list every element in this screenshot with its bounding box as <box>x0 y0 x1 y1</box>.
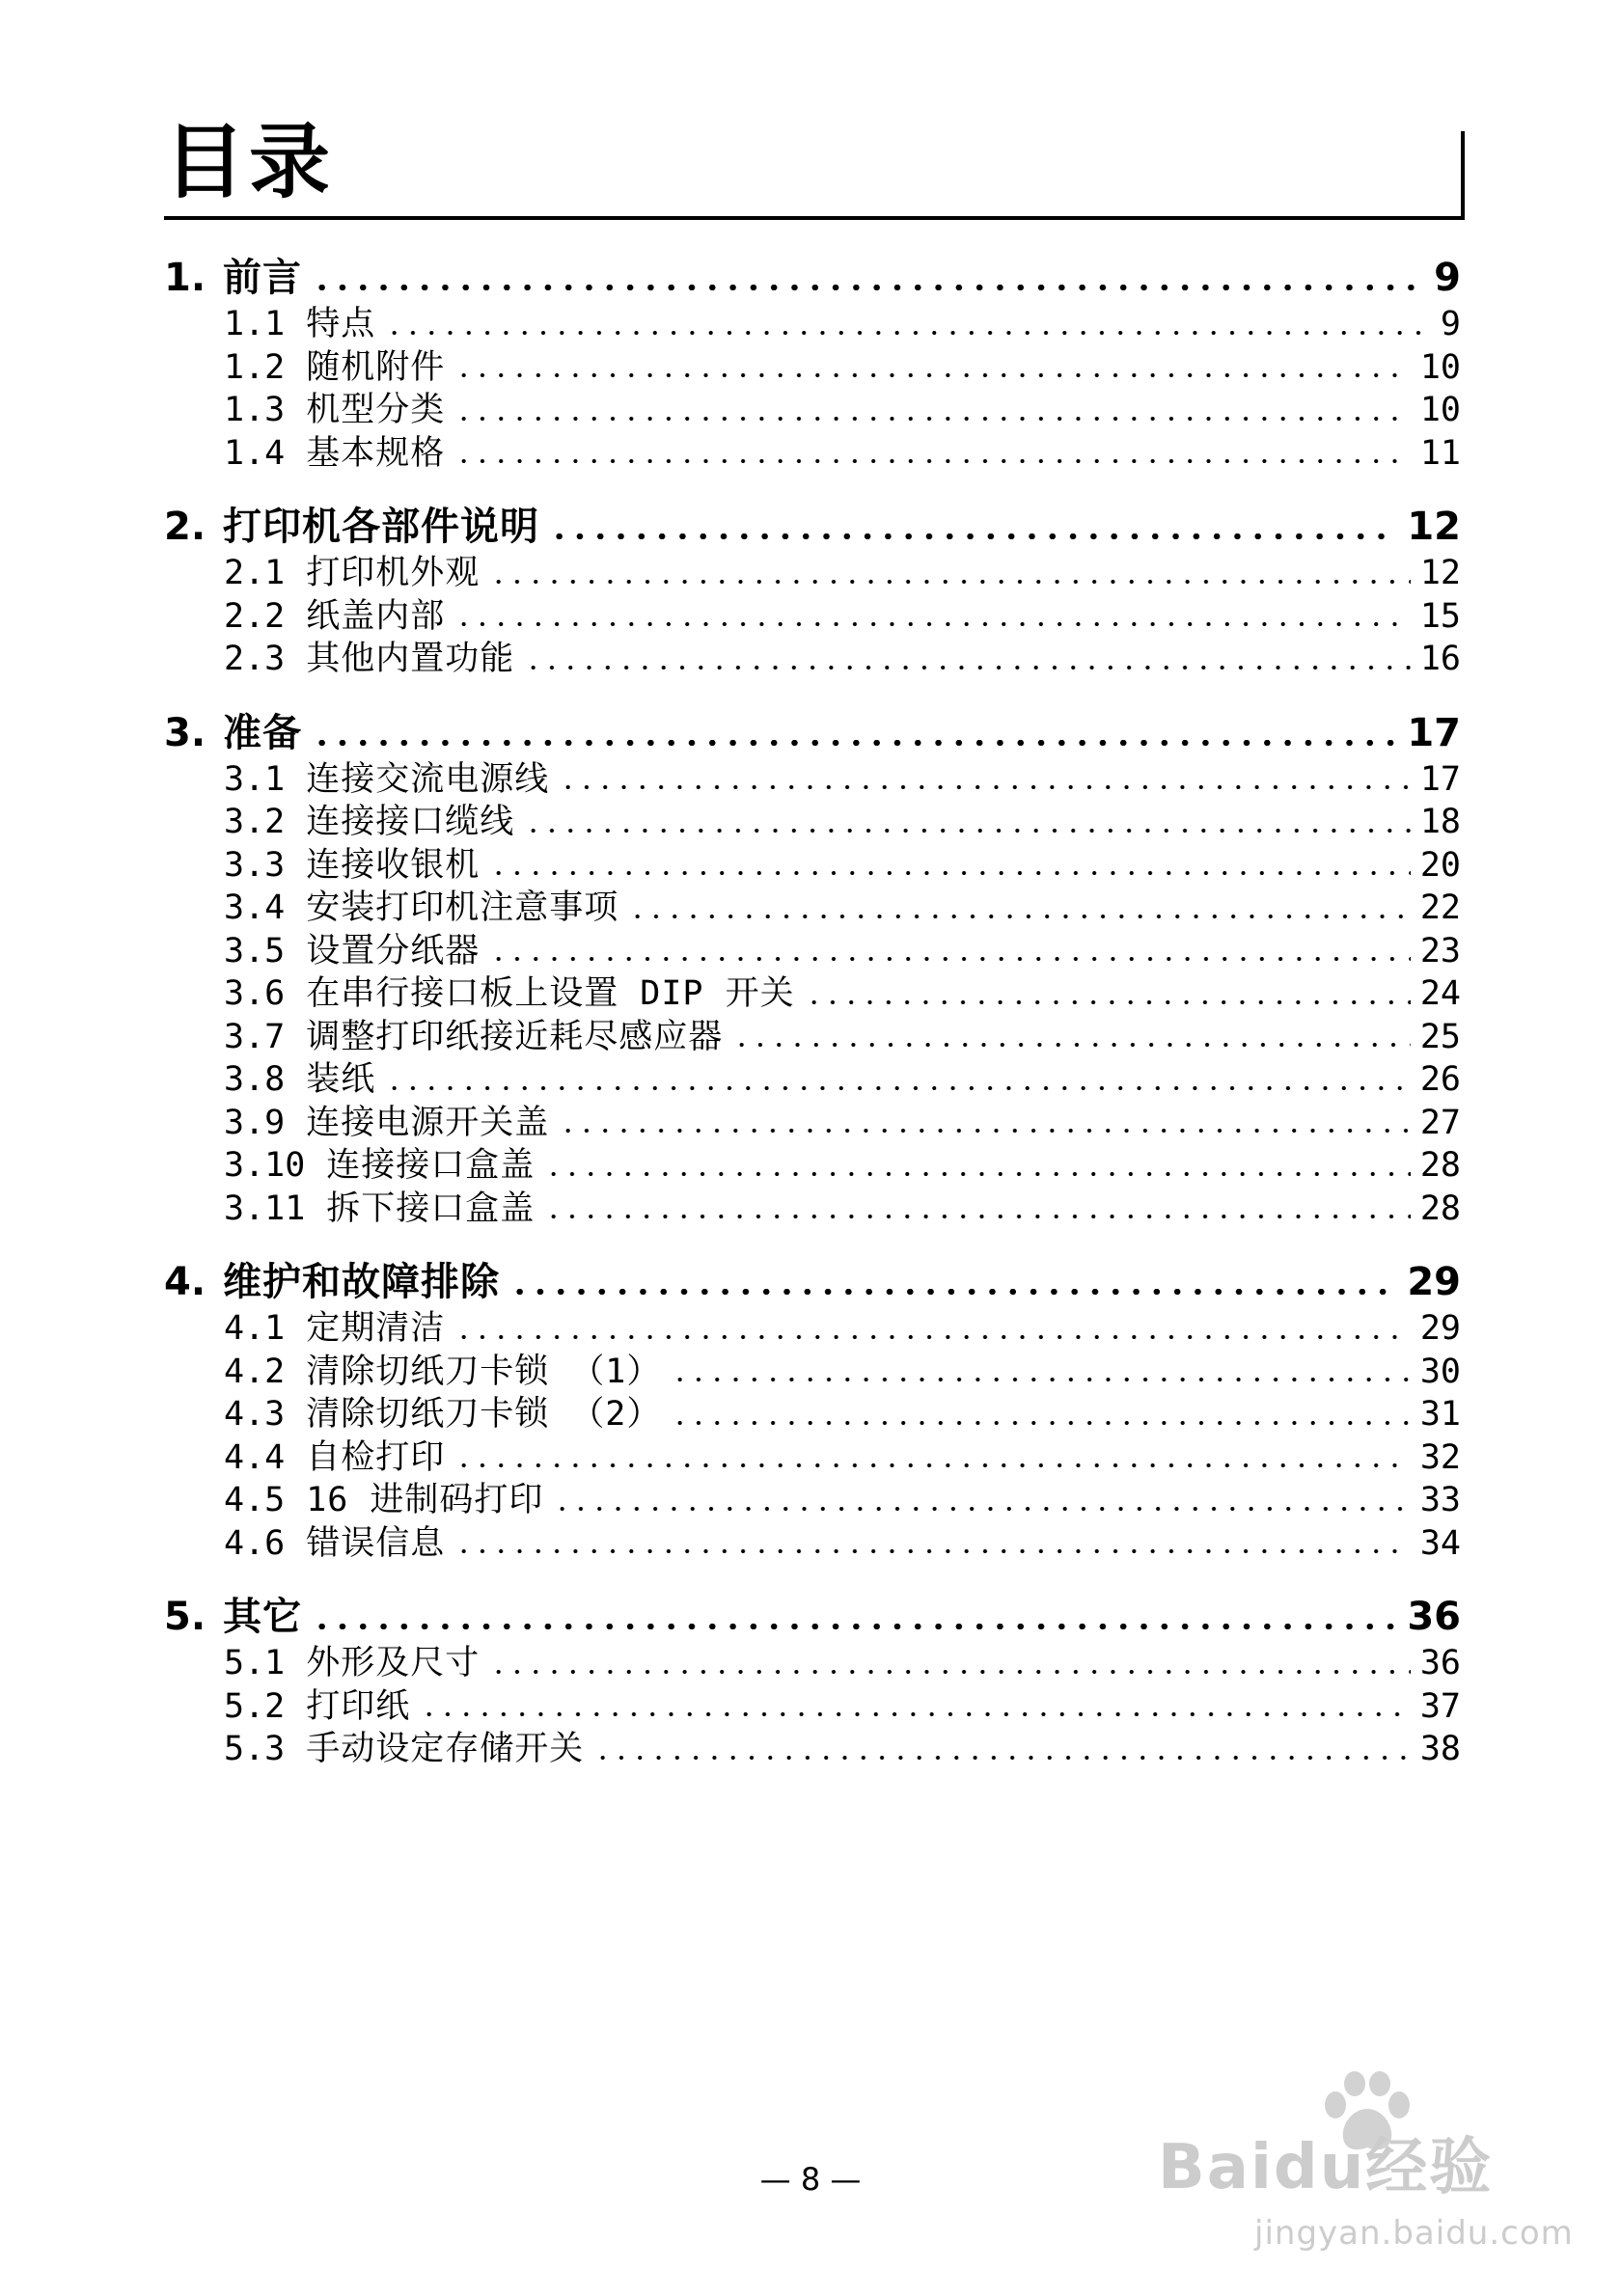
toc-section-entry[interactable] <box>164 1642 1461 1685</box>
toc-section-entry[interactable] <box>164 1188 1461 1231</box>
dot-leader <box>593 1728 1411 1771</box>
page-ref: 36 <box>1419 1644 1461 1682</box>
dot-leader <box>454 432 1411 476</box>
dot-leader <box>628 887 1411 930</box>
section-title: 连接交流电源线 <box>306 759 550 799</box>
page-ref: 23 <box>1419 931 1461 970</box>
toc-section-entry[interactable] <box>164 887 1461 930</box>
dot-leader <box>671 1351 1410 1394</box>
page-ref: 12 <box>1407 505 1461 549</box>
title-corner-tick <box>1461 131 1465 220</box>
section-number: 5.1 <box>224 1644 286 1682</box>
section-title: 其他内置功能 <box>306 640 515 678</box>
toc-section-entry[interactable] <box>164 346 1461 390</box>
section-number: 3.6 <box>224 974 286 1013</box>
toc-section-entry[interactable] <box>164 1016 1461 1059</box>
baidu-jingyan-watermark <box>1154 2053 1574 2265</box>
dot-leader <box>454 1307 1411 1351</box>
page-ref: 12 <box>1419 554 1461 592</box>
page-ref: 27 <box>1419 1103 1461 1142</box>
section-number: 3.9 <box>224 1103 286 1142</box>
section-number: 5.3 <box>224 1730 286 1768</box>
section-number: 4.6 <box>224 1523 286 1563</box>
page-ref: 10 <box>1419 347 1461 387</box>
title-rule <box>164 216 1465 220</box>
toc-chapter-group <box>164 1257 1461 1565</box>
section-number: 1.4 <box>224 433 286 473</box>
section-number: 4.3 <box>224 1395 286 1434</box>
section-title: 打印纸 <box>306 1686 411 1726</box>
chapter-title: 打印机各部件说明 <box>223 505 540 549</box>
chapter-title: 准备 <box>223 710 303 755</box>
section-number: 3.8 <box>224 1060 286 1099</box>
dot-leader <box>553 1479 1410 1522</box>
toc-section-entry[interactable] <box>164 1522 1461 1566</box>
dot-leader <box>454 389 1411 432</box>
chapter-number: 1. <box>164 256 206 300</box>
chapter-number: 5. <box>164 1595 206 1639</box>
page-ref: 26 <box>1419 1060 1461 1099</box>
section-number: 3.3 <box>224 845 286 885</box>
dot-leader <box>805 972 1411 1016</box>
dot-leader <box>559 1102 1411 1145</box>
page-ref: 31 <box>1419 1395 1461 1434</box>
section-title: 自检打印 <box>306 1437 446 1477</box>
watermark-url-text: jingyan.baidu.com <box>1254 2214 1574 2253</box>
page-ref: 9 <box>1434 256 1461 300</box>
page-ref: 10 <box>1419 391 1461 429</box>
toc-section-entry[interactable] <box>164 595 1461 639</box>
page-ref: 33 <box>1419 1481 1461 1519</box>
chapter-number: 2. <box>164 505 206 549</box>
toc-chapter-group <box>164 253 1461 475</box>
dot-leader <box>732 1016 1411 1059</box>
toc-chapter-entry[interactable] <box>164 502 1461 552</box>
section-number: 5.2 <box>224 1686 286 1726</box>
page-ref: 30 <box>1419 1352 1461 1391</box>
page-ref: 24 <box>1419 974 1461 1013</box>
dot-leader <box>312 253 1424 303</box>
chapter-title: 维护和故障排除 <box>223 1260 501 1304</box>
dot-leader <box>454 1436 1411 1480</box>
dot-leader <box>454 346 1411 390</box>
section-title: 打印机外观 <box>306 554 481 592</box>
toc-section-entry[interactable] <box>164 1728 1461 1771</box>
dot-leader <box>454 595 1411 639</box>
toc-chapter-group <box>164 1592 1461 1771</box>
section-title: 在串行接口板上设置 DIP 开关 <box>306 974 795 1013</box>
section-number: 2.2 <box>224 596 286 636</box>
page-ref: 38 <box>1419 1730 1461 1768</box>
dot-leader <box>312 1592 1397 1642</box>
dot-leader <box>420 1685 1411 1729</box>
section-number: 4.2 <box>224 1352 286 1391</box>
page-ref: 15 <box>1419 596 1461 636</box>
section-title: 装纸 <box>306 1060 376 1099</box>
page-ref: 17 <box>1419 759 1461 799</box>
toc-section-entry[interactable] <box>164 552 1461 595</box>
page-ref: 37 <box>1419 1686 1461 1726</box>
page-ref: 36 <box>1407 1595 1461 1639</box>
dot-leader <box>524 638 1411 681</box>
section-title: 调整打印纸接近耗尽感应器 <box>306 1017 724 1056</box>
chapter-title: 其它 <box>223 1595 303 1639</box>
section-number: 4.5 <box>224 1481 286 1519</box>
toc-section-entry[interactable] <box>164 1436 1461 1480</box>
section-title: 基本规格 <box>306 433 446 473</box>
toc-chapter-entry[interactable] <box>164 1257 1461 1307</box>
toc-section-entry[interactable] <box>164 801 1461 844</box>
section-number: 2.3 <box>224 640 286 678</box>
section-number: 1.1 <box>224 305 286 343</box>
toc-section-entry[interactable] <box>164 1479 1461 1522</box>
toc-section-entry[interactable] <box>164 1393 1461 1436</box>
page-ref: 32 <box>1419 1437 1461 1477</box>
section-number: 1.3 <box>224 391 286 429</box>
dot-leader <box>549 502 1397 552</box>
section-title: 纸盖内部 <box>306 596 446 636</box>
toc-section-entry[interactable] <box>164 303 1461 346</box>
section-number: 3.4 <box>224 888 286 927</box>
section-title: 连接接口缆线 <box>306 803 515 841</box>
section-title: 外形及尺寸 <box>306 1644 481 1682</box>
section-number: 2.1 <box>224 554 286 592</box>
section-title: 清除切纸刀卡锁 （1） <box>306 1352 662 1391</box>
page-ref: 28 <box>1419 1189 1461 1228</box>
dot-leader <box>544 1144 1411 1188</box>
dot-leader <box>312 708 1397 758</box>
toc-chapter-entry[interactable] <box>164 253 1461 303</box>
toc-section-entry[interactable] <box>164 1058 1461 1102</box>
section-title: 连接收银机 <box>306 845 481 885</box>
section-title: 连接接口盒盖 <box>326 1146 536 1185</box>
toc-section-entry[interactable] <box>164 432 1461 476</box>
toc-section-entry[interactable] <box>164 972 1461 1016</box>
chapter-title: 前言 <box>223 256 303 300</box>
toc-section-entry[interactable] <box>164 1144 1461 1188</box>
toc-section-entry[interactable] <box>164 389 1461 432</box>
section-title: 连接电源开关盖 <box>306 1103 550 1142</box>
section-number: 3.11 <box>224 1189 306 1228</box>
page-title: 目录 <box>164 115 335 209</box>
section-number: 3.5 <box>224 931 286 970</box>
page-number: — 8 — <box>759 2161 862 2198</box>
section-number: 3.1 <box>224 759 286 799</box>
page-ref: 29 <box>1407 1260 1461 1304</box>
toc-section-entry[interactable] <box>164 1685 1461 1729</box>
toc-section-entry[interactable] <box>164 930 1461 973</box>
dot-leader <box>671 1393 1410 1436</box>
section-title: 机型分类 <box>306 391 446 429</box>
section-title: 定期清洁 <box>306 1309 446 1348</box>
section-title: 清除切纸刀卡锁 （2） <box>306 1395 662 1434</box>
toc-section-entry[interactable] <box>164 758 1461 802</box>
dot-leader <box>489 552 1411 595</box>
watermark-logo-text: Baidu经验 <box>1158 2132 1494 2203</box>
section-title: 随机附件 <box>306 347 446 387</box>
section-number: 3.10 <box>224 1146 306 1185</box>
dot-leader <box>385 1058 1411 1102</box>
section-title: 16 进制码打印 <box>306 1481 544 1519</box>
toc-chapter-entry[interactable] <box>164 1592 1461 1642</box>
section-number: 3.7 <box>224 1017 286 1056</box>
section-title: 手动设定存储开关 <box>306 1730 585 1768</box>
page-ref: 18 <box>1419 803 1461 841</box>
section-number: 1.2 <box>224 347 286 387</box>
dot-leader <box>385 303 1431 346</box>
page-ref: 9 <box>1440 305 1461 343</box>
page-ref: 20 <box>1419 845 1461 885</box>
chapter-number: 4. <box>164 1260 206 1304</box>
dot-leader <box>489 930 1411 973</box>
section-number: 3.2 <box>224 803 286 841</box>
section-number: 4.1 <box>224 1309 286 1348</box>
dot-leader <box>489 844 1411 888</box>
page-ref: 28 <box>1419 1146 1461 1185</box>
section-title: 错误信息 <box>306 1523 446 1563</box>
toc-chapter-group <box>164 502 1461 681</box>
page-ref: 22 <box>1419 888 1461 927</box>
section-number: 4.4 <box>224 1437 286 1477</box>
section-title: 拆下接口盒盖 <box>326 1189 536 1228</box>
dot-leader <box>544 1188 1411 1231</box>
toc-section-entry[interactable] <box>164 1351 1461 1394</box>
page-ref: 11 <box>1419 433 1461 473</box>
section-title: 特点 <box>306 305 376 343</box>
dot-leader <box>454 1522 1411 1566</box>
toc-section-entry[interactable] <box>164 1307 1461 1351</box>
page-ref: 16 <box>1419 640 1461 678</box>
chapter-number: 3. <box>164 710 206 755</box>
toc-section-entry[interactable] <box>164 844 1461 888</box>
page-ref: 34 <box>1419 1523 1461 1563</box>
section-title: 安装打印机注意事项 <box>306 888 619 927</box>
dot-leader <box>524 801 1411 844</box>
section-title: 设置分纸器 <box>306 931 481 970</box>
toc-chapter-group <box>164 708 1461 1231</box>
toc-chapter-entry[interactable] <box>164 708 1461 758</box>
toc-section-entry[interactable] <box>164 1102 1461 1145</box>
toc-section-entry[interactable] <box>164 638 1461 681</box>
page-ref: 17 <box>1407 710 1461 755</box>
page-ref: 29 <box>1419 1309 1461 1348</box>
dot-leader <box>559 758 1411 802</box>
page-ref: 25 <box>1419 1017 1461 1056</box>
dot-leader <box>509 1257 1397 1307</box>
dot-leader <box>489 1642 1411 1685</box>
table-of-contents <box>164 253 1461 1798</box>
